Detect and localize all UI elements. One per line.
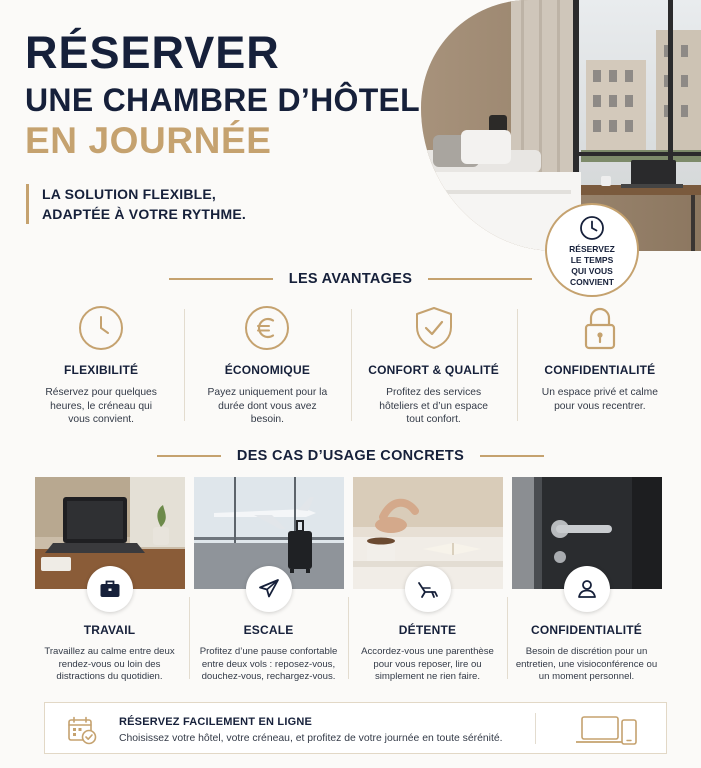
advantage-title: FLEXIBILITÉ: [64, 363, 139, 377]
use-case-icon-badge: [87, 566, 133, 612]
clock-icon: [579, 215, 605, 241]
use-case-item: [507, 477, 666, 682]
shield-check-icon: [411, 305, 457, 351]
lounge-chair-icon: [416, 577, 440, 601]
use-case-title: CONFIDENTIALITÉ: [531, 623, 642, 637]
advantages-list: [18, 305, 683, 425]
heading-rule: [480, 455, 544, 457]
cta-title: RÉSERVEZ FACILEMENT EN LIGNE: [119, 716, 313, 728]
clock-icon: [78, 305, 124, 351]
use-case-icon-badge: [405, 566, 451, 612]
use-cases-heading: [0, 448, 701, 464]
page-title: [25, 27, 421, 161]
advantages-heading: [0, 271, 701, 287]
advantage-title: CONFIDENTIALITÉ: [544, 363, 656, 377]
badge-line: QUI VOUS: [571, 266, 613, 276]
laptop-phone-icon: [576, 714, 638, 746]
use-case-text: Besoin de discrétion pour un entretien, une visioconférence ou un moment personnel.: [515, 646, 658, 683]
use-case-icon-badge: [246, 566, 292, 612]
cta-text: Choisissez votre hôtel, votre créneau, et profitez de votre journée en toute sérénité.: [119, 733, 503, 744]
heading-rule: [157, 455, 221, 457]
use-case-text: Accordez-vous une parenthèse pour vous reposer, lire ou simplement ne rien faire.: [361, 646, 494, 683]
advantage-item: [351, 305, 517, 425]
advantage-text: Un espace privé et calme pour vous recentrer.: [541, 387, 658, 412]
title-line-3: EN JOURNÉE: [25, 120, 272, 161]
use-cases-list: [30, 477, 666, 682]
use-case-item: [189, 477, 348, 682]
advantage-item: [18, 305, 184, 425]
use-cases-heading-label: DES CAS D’USAGE CONCRETS: [236, 448, 465, 464]
badge-line: CONVIENT: [570, 277, 614, 287]
use-case-text: Profitez d’une pause confortable entre deux vols : reposez-vous, douchez-vous, rechargez-vous.: [199, 646, 338, 683]
title-line-2: UNE CHAMBRE D’HÔTEL: [25, 82, 421, 118]
tagline-line-1: LA SOLUTION FLEXIBLE,: [42, 186, 217, 202]
advantage-item: [184, 305, 350, 425]
advantage-text: Payez uniquement pour la durée dont vous avez besoin.: [207, 387, 328, 426]
person-icon: [575, 577, 599, 601]
cta-divider: [535, 713, 536, 744]
use-case-item: [348, 477, 507, 682]
tagline: [26, 184, 246, 224]
heading-rule: [428, 278, 532, 280]
use-case-title: TRAVAIL: [83, 623, 136, 637]
advantage-text: Profitez des services hôteliers et d’un espace tout confort.: [379, 387, 488, 426]
tagline-line-2: ADAPTÉE À VOTRE RYTHME.: [42, 206, 246, 222]
use-case-text: Travaillez au calme entre deux rendez-vous ou loin des distractions du quotidien.: [44, 646, 175, 683]
use-case-title: ESCALE: [243, 623, 294, 637]
advantage-item: [517, 305, 683, 425]
heading-rule: [169, 278, 273, 280]
use-case-item: [30, 477, 189, 682]
advantage-text: Réservez pour quelques heures, le créneau qui vous convient.: [45, 387, 157, 426]
badge-line: LE TEMPS: [570, 255, 614, 265]
padlock-icon: [577, 305, 623, 351]
airplane-icon: [257, 577, 281, 601]
euro-icon: [244, 305, 290, 351]
badge-line: RÉSERVEZ: [569, 244, 615, 254]
advantages-heading-label: LES AVANTAGES: [288, 271, 413, 287]
book-online-banner[interactable]: [44, 702, 667, 754]
calendar-check-icon: [67, 715, 97, 745]
title-line-1: RÉSERVER: [25, 27, 280, 78]
advantage-title: ÉCONOMIQUE: [224, 363, 311, 377]
use-case-icon-badge: [564, 566, 610, 612]
use-case-title: DÉTENTE: [398, 623, 457, 637]
advantage-title: CONFORT & QUALITÉ: [368, 363, 499, 377]
briefcase-icon: [98, 577, 122, 601]
